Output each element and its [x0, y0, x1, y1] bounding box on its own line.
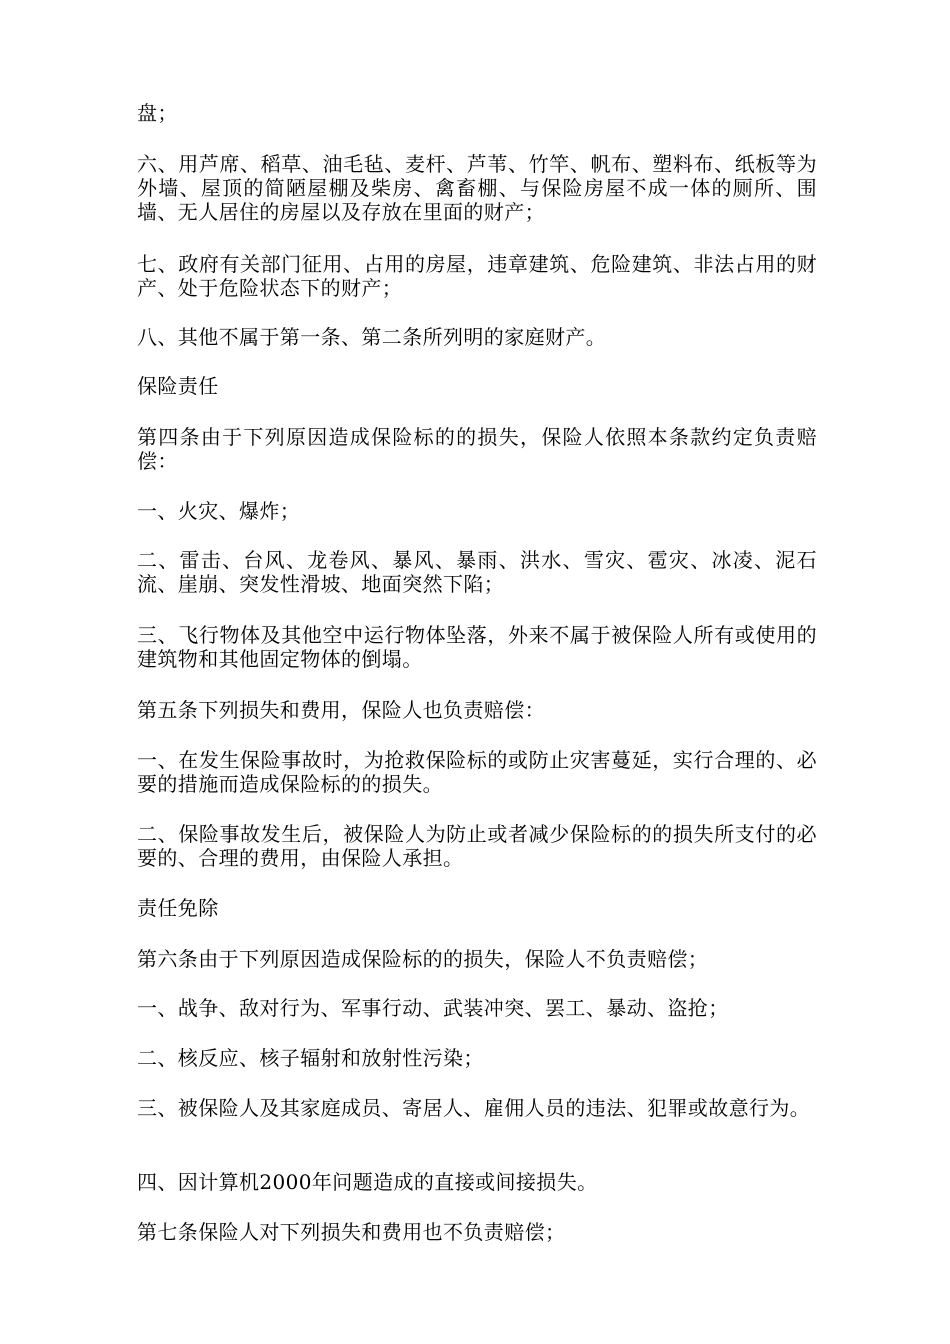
paragraph-expense-2: 二、保险事故发生后，被保险人为防止或者减少保险标的的损失所支付的必要的、合理的费用，由保险人承担。 — [137, 822, 817, 870]
paragraph-exclusion-cause-2: 二、核反应、核子辐射和放射性污染； — [137, 1046, 484, 1070]
paragraph-article-5: 第五条下列损失和费用，保险人也负责赔偿： — [137, 698, 545, 722]
paragraph-exclusion-cause-3: 三、被保险人及其家庭成员、寄居人、雇佣人员的违法、犯罪或故意行为。 — [137, 1096, 811, 1120]
paragraph-coverage-3: 三、飞行物体及其他空中运行物体坠落，外来不属于被保险人所有或使用的建筑物和其他固定物体的倒塌。 — [137, 623, 817, 671]
paragraph-exclusion-6: 六、用芦席、稻草、油毛毡、麦杆、芦苇、竹竿、帆布、塑料布、纸板等为外墙、屋顶的简陋屋棚及柴房、禽畜棚、与保险房屋不成一体的厕所、围墙、无人居住的房屋以及存放在里面的财产； — [137, 152, 817, 224]
paragraph-continuation: 盘； — [137, 101, 178, 125]
section-heading-coverage: 保险责任 — [137, 374, 219, 398]
paragraph-article-7: 第七条保险人对下列损失和费用也不负责赔偿； — [137, 1220, 566, 1244]
paragraph-expense-1: 一、在发生保险事故时，为抢救保险标的或防止灾害蔓延，实行合理的、必要的措施而造成保险标的的损失。 — [137, 748, 817, 796]
paragraph-exclusion-cause-4: 四、因计算机2000年问题造成的直接或间接损失。 — [137, 1170, 598, 1194]
paragraph-exclusion-7: 七、政府有关部门征用、占用的房屋，违章建筑、危险建筑、非法占用的财产、处于危险状态下的财产； — [137, 252, 817, 300]
paragraph-coverage-1: 一、火灾、爆炸； — [137, 499, 301, 523]
paragraph-exclusion-8: 八、其他不属于第一条、第二条所列明的家庭财产。 — [137, 325, 607, 349]
paragraph-coverage-2: 二、雷击、台风、龙卷风、暴风、暴雨、洪水、雪灾、雹灾、冰凌、泥石流、崖崩、突发性滑坡、地面突然下陷； — [137, 548, 817, 596]
paragraph-exclusion-cause-1: 一、战争、敌对行为、军事行动、武装冲突、罢工、暴动、盗抢； — [137, 996, 729, 1020]
section-heading-exclusions: 责任免除 — [137, 896, 219, 920]
paragraph-article-6: 第六条由于下列原因造成保险标的的损失，保险人不负责赔偿； — [137, 947, 709, 971]
paragraph-article-4: 第四条由于下列原因造成保险标的的损失，保险人依照本条款约定负责赔偿： — [137, 425, 817, 473]
